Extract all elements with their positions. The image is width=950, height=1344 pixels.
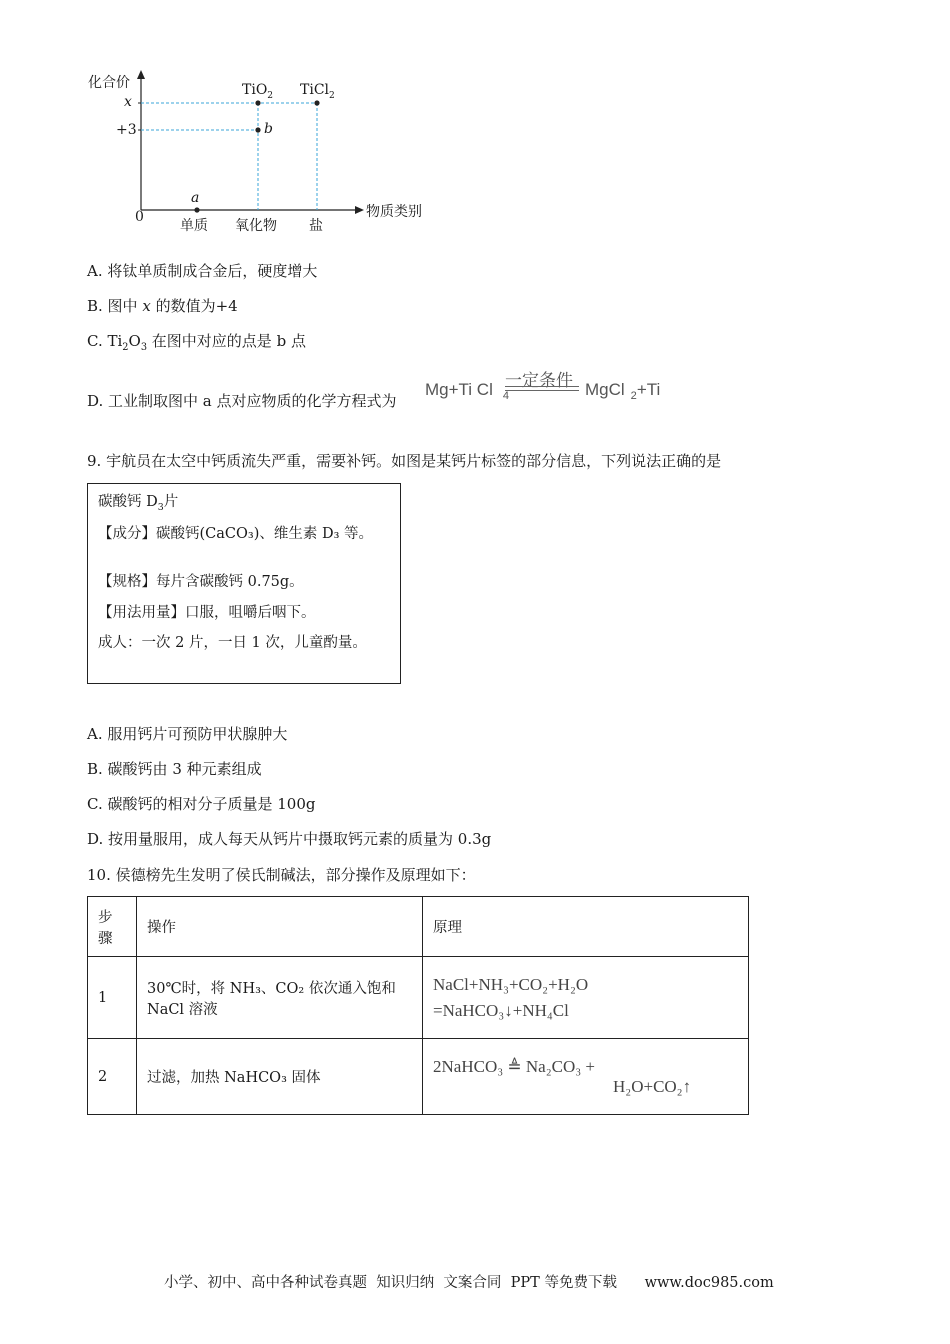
q9-stem: 9. 宇航员在太空中钙质流失严重，需要补钙。如图是某钙片标签的部分信息，下列说法正确的是 [87, 452, 722, 470]
q9-option-b: B. 碳酸钙由 3 种元素组成 [87, 760, 262, 778]
equals-line-bottom [505, 390, 579, 391]
q8-option-d-equation: Mg+Ti Cl $_4$ 一定条件 MgCl $_2$+Ti [425, 366, 665, 406]
equals-line-top [505, 386, 579, 387]
q8-option-a: A. 将钛单质制成合金后，硬度增大 [87, 262, 318, 280]
label-ingredients: 【成分】碳酸钙(CaCO₃)、维生素 D₃ 等。 [98, 526, 374, 542]
q8-option-b: B. 图中 x 的数值为+4 [87, 297, 238, 315]
condition-text: 一定条件 [505, 371, 573, 390]
q10-stem: 10. 侯德榜先生发明了侯氏制碱法，部分操作及原理如下： [87, 866, 476, 884]
x-cat-element: 单质 [180, 218, 208, 234]
header-step: 步骤 [88, 897, 137, 957]
header-operation: 操作 [137, 897, 423, 957]
row-step: 1 [88, 957, 137, 1039]
point-ticl2 [314, 100, 319, 105]
y-axis-arrow [137, 70, 145, 79]
origin-label: 0 [135, 209, 144, 225]
x-cat-oxide: 氧化物 [235, 218, 277, 234]
row-principle: NaCl+NH₃+CO₂+H₂O =NaHCO₃↓+NH₄Cl [423, 957, 749, 1039]
point-a [194, 207, 199, 212]
process-table [87, 896, 749, 1115]
point-tio2 [255, 100, 260, 105]
row-principle: 2NaHCO₃ ≜ Na₂CO₃ + H₂O+CO₂↑ [423, 1039, 749, 1115]
y-axis-label: 化合价 [88, 75, 130, 91]
label-b: b [264, 121, 273, 137]
q9-option-c: C. 碳酸钙的相对分子质量是 100g [87, 795, 316, 813]
calcium-label-box [87, 483, 401, 684]
label-dose: 成人：一次 2 片，一日 1 次，儿童酌量。 [98, 635, 367, 651]
x-cat-salt: 盐 [309, 218, 323, 234]
y-tick-3: +3 [116, 122, 137, 138]
label-a: a [191, 190, 200, 206]
label-title: 碳酸钙 $D_3$片 [98, 494, 179, 513]
row-step: 2 [88, 1039, 137, 1115]
valence-diagram [80, 66, 450, 241]
label-ticl2: TiCl$_2$ [300, 82, 335, 101]
row-operation: 30℃时，将 NH₃、CO₂ 依次通入饱和 NaCl 溶液 [137, 957, 423, 1039]
y-tick-x: x [124, 94, 132, 110]
label-spec: 【规格】每片含碳酸钙 0.75g。 [98, 574, 304, 590]
page-footer: 小学、初中、高中各种试卷真题 知识归纳 文案合同 PPT 等免费下载 www.doc985.com [164, 1275, 774, 1291]
x-axis-arrow [355, 206, 364, 214]
label-tio2: TiO$_2$ [242, 82, 274, 101]
q9-option-d: D. 按用量服用，成人每天从钙片中摄取钙元素的质量为 0.3g [87, 830, 492, 848]
table-row [88, 1039, 749, 1115]
q8-option-c: C. $Ti_2O_3$ 在图中对应的点是 b 点 [87, 332, 306, 353]
q9-option-a: A. 服用钙片可预防甲状腺肿大 [87, 725, 288, 743]
q8-option-d: D. 工业制取图中 a 点对应物质的化学方程式为 [87, 392, 397, 410]
label-usage: 【用法用量】口服，咀嚼后咽下。 [98, 605, 316, 621]
x-axis-label: 物质类别 [366, 204, 422, 220]
point-b [255, 127, 260, 132]
row-operation: 过滤，加热 NaHCO₃ 固体 [137, 1039, 423, 1115]
table-header-row [88, 897, 749, 957]
table-row [88, 957, 749, 1039]
header-principle: 原理 [423, 897, 749, 957]
